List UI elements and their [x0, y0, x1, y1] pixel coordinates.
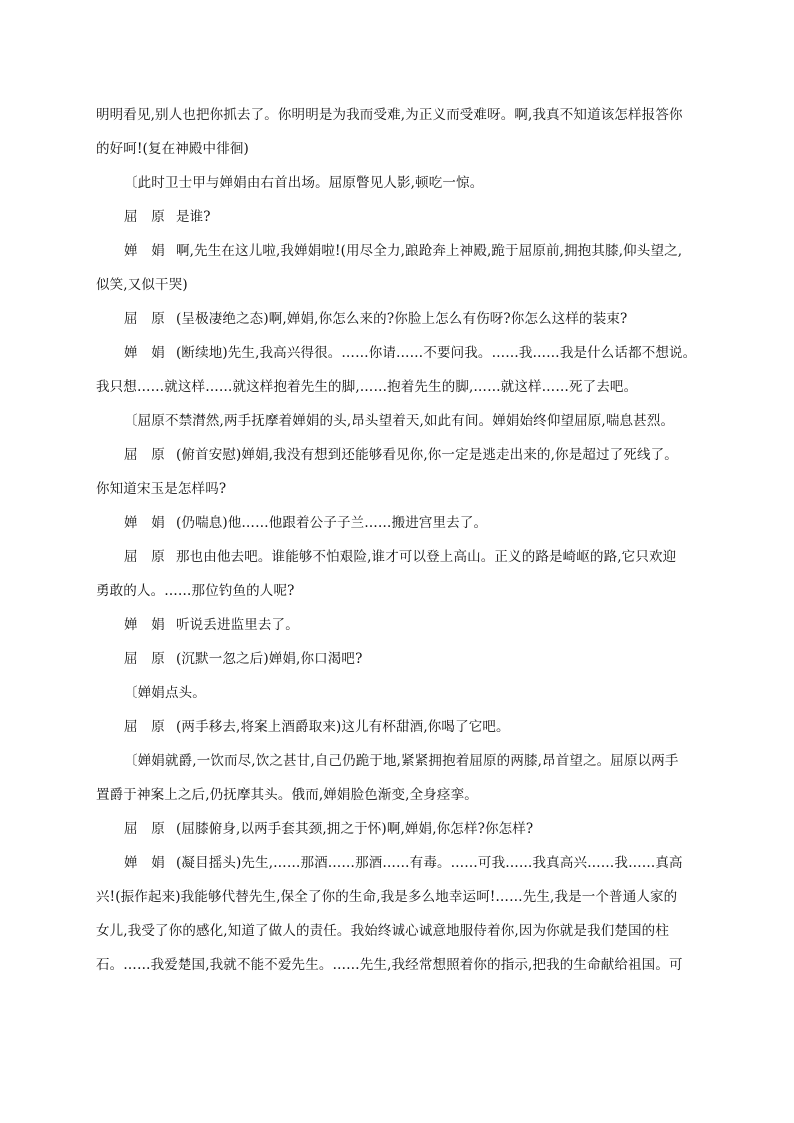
dialogue-line: [96, 206, 698, 240]
speaker-name: 婵 娟: [124, 855, 165, 871]
speaker-name: 屈 原: [124, 209, 165, 225]
line-text: (沉默一忽之后)婵娟,你口渴吧?: [176, 651, 363, 667]
text-line: [96, 478, 698, 512]
dialogue-line: [96, 240, 698, 274]
text-line: [96, 104, 698, 138]
line-text: 明明看见,别人也把你抓去了。你明明是为我而受难,为正义而受难呀。啊,我真不知道该怎样报答你: [96, 107, 683, 123]
speaker-name: 婵 娟: [124, 515, 165, 531]
stage-direction: [96, 172, 698, 206]
line-text: (呈极凄绝之态)啊,婵娟,你怎么来的?你脸上怎么有伤呀?你怎么这样的装束?: [176, 311, 628, 327]
line-text: (俯首安慰)婵娟,我没有想到还能够看见你,你一定是逃走出来的,你是超过了死线了。: [176, 447, 678, 463]
speaker-name: 屈 原: [124, 549, 165, 565]
stage-direction: [96, 410, 698, 444]
dialogue-line: [96, 614, 698, 648]
dialogue-line: [96, 444, 698, 478]
stage-direction: [96, 682, 698, 716]
line-text: 〔婵娟点头。: [124, 685, 206, 701]
dialogue-line: [96, 342, 698, 376]
line-text: 勇敢的人。……那位钓鱼的人呢?: [96, 583, 295, 599]
speaker-name: 屈 原: [124, 821, 165, 837]
line-text: 女儿,我受了你的感化,知道了做人的责任。我始终诚心诚意地服侍着你,因为你就是我们楚国的柱: [96, 923, 669, 939]
line-text: 兴!(振作起来)我能够代替先生,保全了你的生命,我是多么地幸运呵!……先生,我是一个普通人家的: [96, 889, 678, 905]
text-line: [96, 784, 698, 818]
speaker-name: 婵 娟: [124, 243, 165, 259]
speaker-name: 婵 娟: [124, 345, 165, 361]
line-text: 我只想……就这样……就这样抱着先生的脚,……抱着先生的脚,……就这样……死了去吧。: [96, 379, 638, 395]
stage-direction: [96, 750, 698, 784]
line-text: 啊,先生在这儿啦,我婵娟啦!(用尽全力,踉跄奔上神殿,跪于屈原前,拥抱其膝,仰头望之,: [176, 243, 683, 259]
text-line: [96, 580, 698, 614]
line-text: 那也由他去吧。谁能够不怕艰险,谁才可以登上高山。正义的路是崎岖的路,它只欢迎: [176, 549, 677, 565]
line-text: 〔此时卫士甲与婵娟由右首出场。屈原瞥见人影,顿吃一惊。: [124, 175, 484, 191]
line-text: 听说丢进监里去了。: [176, 617, 299, 633]
line-text: (凝目摇头)先生,……那酒……那酒……有毒。……可我……我真高兴……我……真高: [176, 855, 683, 871]
text-line: [96, 376, 698, 410]
line-text: 石。……我爱楚国,我就不能不爱先生。……先生,我经常想照着你的指示,把我的生命献给祖国。可: [96, 957, 683, 973]
line-text: (断续地)先生,我高兴得很。……你请……不要问我。……我……我是什么话都不想说。: [176, 345, 697, 361]
dialogue-line: [96, 308, 698, 342]
text-line: [96, 886, 698, 920]
speaker-name: 屈 原: [124, 719, 165, 735]
line-text: 置爵于神案上之后,仍抚摩其头。俄而,婵娟脸色渐变,全身痉挛。: [96, 787, 478, 803]
speaker-name: 屈 原: [124, 447, 165, 463]
line-text: (屈膝俯身,以两手套其颈,拥之于怀)啊,婵娟,你怎样?你怎样?: [176, 821, 534, 837]
dialogue-line: [96, 648, 698, 682]
dialogue-line: [96, 852, 698, 886]
text-line: [96, 138, 698, 172]
line-text: (仍喘息)他……他跟着公子子兰……搬进宫里去了。: [176, 515, 488, 531]
line-text: 〔屈原不禁潸然,两手抚摩着婵娟的头,昂头望着天,如此有间。婵娟始终仰望屈原,喘息甚烈。: [124, 413, 675, 429]
line-text: (两手移去,将案上酒爵取来)这儿有杯甜酒,你喝了它吧。: [176, 719, 510, 735]
speaker-name: 屈 原: [124, 311, 165, 327]
line-text: 〔婵娟就爵,一饮而尽,饮之甚甘,自己仍跪于地,紧紧拥抱着屈原的两膝,昂首望之。屈原以两手: [124, 753, 679, 769]
text-line: [96, 920, 698, 954]
dialogue-line: [96, 818, 698, 852]
text-line: [96, 274, 698, 308]
line-text: 的好呵!(复在神殿中徘徊): [96, 141, 249, 157]
dialogue-line: [96, 546, 698, 580]
line-text: 你知道宋玉是怎样吗?: [96, 481, 227, 497]
dialogue-line: [96, 716, 698, 750]
speaker-name: 屈 原: [124, 651, 165, 667]
line-text: 似笑,又似干哭): [96, 277, 188, 293]
speaker-name: 婵 娟: [124, 617, 165, 633]
dialogue-line: [96, 512, 698, 546]
text-line: [96, 954, 698, 988]
line-text: 是谁?: [176, 209, 211, 225]
